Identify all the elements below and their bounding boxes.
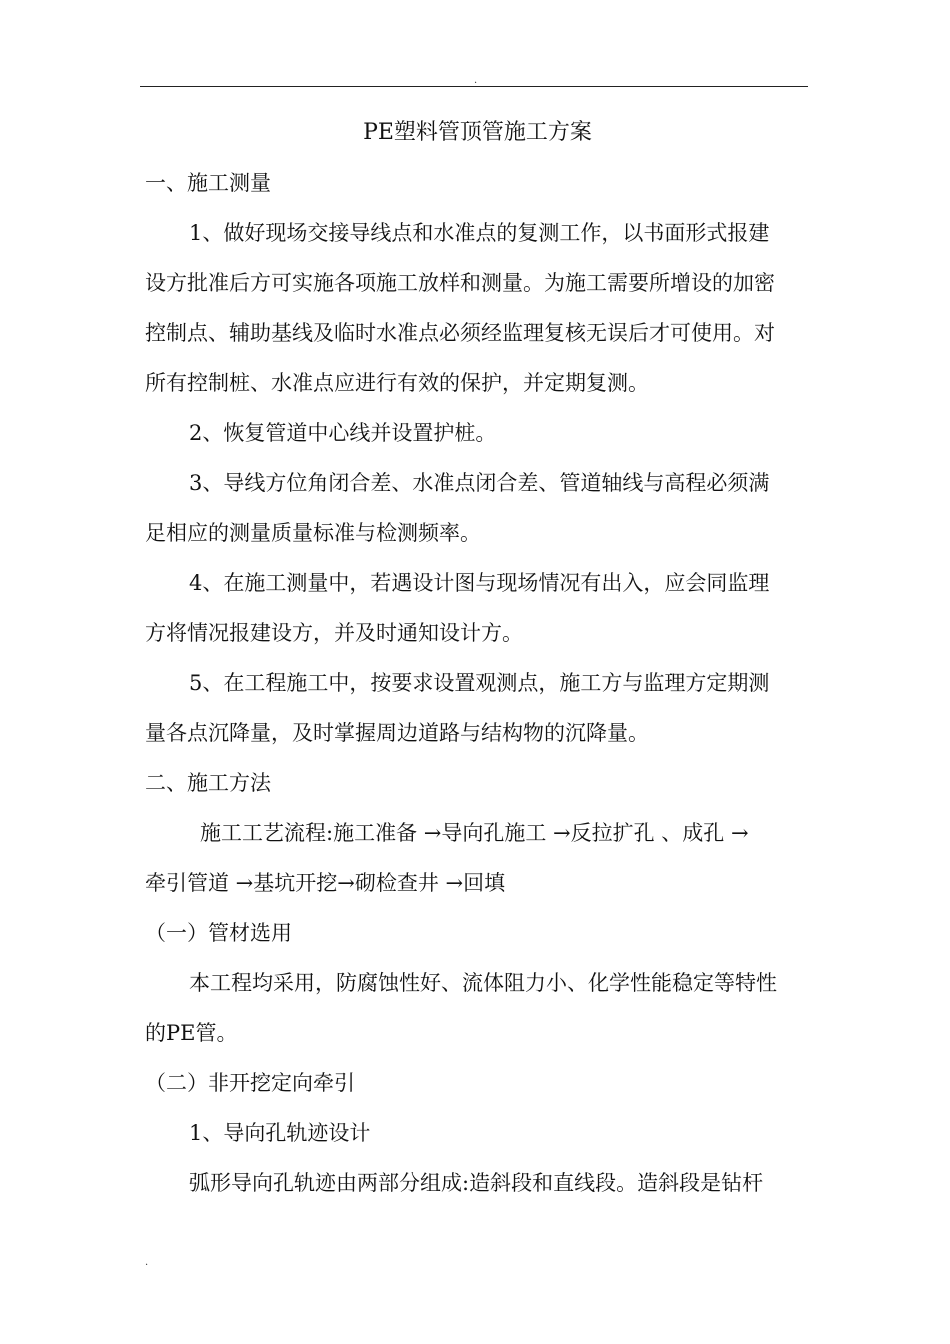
process-flow-line: 牵引管道 →基坑开挖→砌检查井 →回填 (145, 871, 506, 895)
item-heading: 1、导向孔轨迹设计 (189, 1121, 371, 1145)
paragraph-line: 方将情况报建设方，并及时通知设计方。 (145, 621, 523, 645)
paragraph-line: 足相应的测量质量标准与检测频率。 (145, 521, 481, 545)
process-flow-line: 施工工艺流程:施工准备 →导向孔施工 →反拉扩孔 、成孔 → (200, 821, 749, 845)
paragraph-line: 4、在施工测量中，若遇设计图与现场情况有出入，应会同监理 (189, 571, 770, 595)
paragraph-line: 控制点、辅助基线及临时水准点必须经监理复核无误后才可使用。对 (145, 321, 775, 345)
paragraph-line: 本工程均采用，防腐蚀性好、流体阻力小、化学性能稳定等特性 (189, 971, 777, 995)
subsection-heading-2: （二）非开挖定向牵引 (145, 1071, 355, 1095)
paragraph-line: 1、做好现场交接导线点和水准点的复测工作，以书面形式报建 (189, 221, 770, 245)
footer-mark: . (145, 1257, 149, 1268)
paragraph-line: 5、在工程施工中，按要求设置观测点，施工方与监理方定期测 (189, 671, 770, 695)
header-rule (140, 86, 808, 87)
paragraph-line: 所有控制桩、水准点应进行有效的保护，并定期复测。 (145, 371, 649, 395)
paragraph-line: 设方批准后方可实施各项施工放样和测量。为施工需要所增设的加密 (145, 271, 775, 295)
subsection-heading-1: （一）管材选用 (145, 921, 292, 945)
document-title: PE塑料管顶管施工方案 (363, 120, 592, 145)
section-heading-2: 二、施工方法 (145, 771, 271, 795)
document-body (145, 108, 810, 1208)
section-heading-1: 一、施工测量 (145, 171, 271, 195)
paragraph-line: 3、导线方位角闭合差、水准点闭合差、管道轴线与高程必须满 (189, 471, 770, 495)
paragraph-line: 的PE管。 (145, 1021, 238, 1045)
paragraph-line: 2、恢复管道中心线并设置护桩。 (189, 421, 497, 445)
paragraph-line: 量各点沉降量，及时掌握周边道路与结构物的沉降量。 (145, 721, 649, 745)
header-mark: . (474, 75, 478, 86)
paragraph-line: 弧形导向孔轨迹由两部分组成:造斜段和直线段。造斜段是钻杆 (189, 1171, 764, 1195)
